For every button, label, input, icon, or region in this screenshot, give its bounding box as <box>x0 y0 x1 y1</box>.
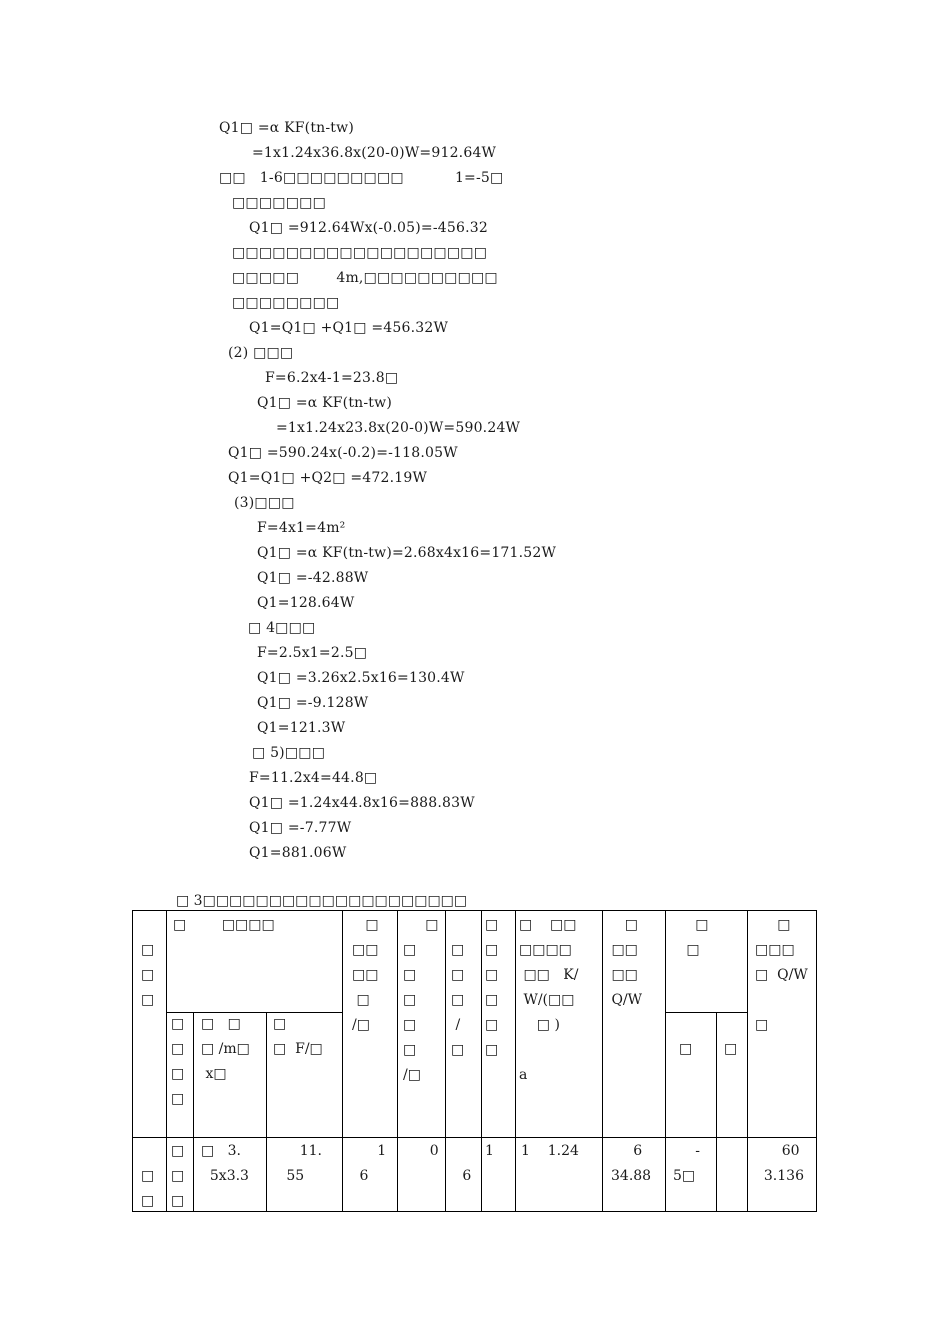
table-divider <box>716 1012 717 1211</box>
table-cell: 1 6 <box>359 1143 387 1184</box>
text-line: Q1□ =α KF(tn-tw) <box>219 120 354 136</box>
table-divider <box>665 911 666 1211</box>
table-cell: 60 3.136 <box>763 1143 804 1184</box>
header-cell: □ □□ □□ □ /□ <box>352 917 379 1033</box>
header-cell: □ □ □ □ <box>171 1016 185 1107</box>
header-cell: □ <box>724 1041 738 1057</box>
text-line: □□□□□□□□ <box>232 295 340 311</box>
table-divider <box>515 911 516 1211</box>
header-cell: □ □ □ □ □ □ /□ <box>403 917 439 1083</box>
table-divider <box>481 911 482 1211</box>
table-divider <box>747 911 748 1211</box>
table-divider <box>397 911 398 1211</box>
text-line: Q1□ =912.64Wx(-0.05)=-456.32 <box>249 220 488 236</box>
text-line: F=11.2x4=44.8□ <box>249 770 378 786</box>
text-line: Q1□ =-42.88W <box>257 570 369 586</box>
heat-load-table <box>132 910 817 1212</box>
table-divider <box>133 1137 816 1138</box>
text-line: □□□□□□□□□□□□□□□□□□□ <box>232 245 488 261</box>
table-divider <box>166 911 167 1211</box>
text-line: Q1□ =1.24x44.8x16=888.83W <box>249 795 475 811</box>
text-line: F=4x1=4m² <box>257 520 346 536</box>
header-cell: □ □□□ □ Q/W □ <box>755 917 808 1033</box>
text-line: Q1=121.3W <box>257 720 346 736</box>
text-line: (2) □□□ <box>228 345 294 361</box>
table-cell: □ □ □ <box>171 1143 185 1209</box>
text-line: □□ 1-6□□□□□□□□□ 1=-5□ <box>219 170 504 186</box>
text-line: F=6.2x4-1=23.8□ <box>265 370 399 386</box>
table-caption: □ 3□□□□□□□□□□□□□□□□□□□□ <box>176 893 468 909</box>
header-cell: □ □ <box>686 917 709 958</box>
table-cell: □ □ <box>141 1168 155 1209</box>
header-cell: □ □ F/□ <box>273 1016 323 1057</box>
table-cell: 1 1.24 <box>521 1143 579 1159</box>
table-cell: 1 <box>485 1143 494 1159</box>
header-cell: □ □□ □□□□ □□ K/ W/(□□ □ ) a <box>519 917 579 1083</box>
text-line: □ 5)□□□ <box>252 745 326 761</box>
text-line: Q1=128.64W <box>257 595 355 611</box>
text-line: Q1□ =3.26x2.5x16=130.4W <box>257 670 465 686</box>
table-divider <box>193 1012 194 1211</box>
header-cell: □ □ □ / □ <box>451 942 465 1058</box>
table-divider <box>342 911 343 1211</box>
table-divider <box>445 911 446 1211</box>
text-line: Q1=Q1□ +Q1□ =456.32W <box>249 320 449 336</box>
table-cell: - 5□ <box>673 1143 700 1184</box>
header-cell: □ □ □ □ □ □ <box>485 917 499 1058</box>
table-divider <box>266 1012 267 1211</box>
header-cell: □ □ □ <box>141 942 155 1008</box>
text-line: Q1□ =α KF(tn-tw)=2.68x4x16=171.52W <box>257 545 557 561</box>
text-line: Q1□ =α KF(tn-tw) <box>257 395 392 411</box>
table-cell: 0 <box>403 1143 439 1159</box>
text-line: □□□□□ 4m,□□□□□□□□□□ <box>232 270 498 286</box>
text-line: F=2.5x1=2.5□ <box>257 645 368 661</box>
text-line: =1x1.24x23.8x(20-0)W=590.24W <box>276 420 521 436</box>
text-line: Q1□ =-9.128W <box>257 695 369 711</box>
text-line: □□□□□□□ <box>232 195 326 211</box>
table-cell: 11. 55 <box>286 1143 322 1184</box>
text-line: Q1=Q1□ +Q2□ =472.19W <box>228 470 428 486</box>
table-cell: □ 3. 5x3.3 <box>201 1143 249 1184</box>
table-divider <box>602 911 603 1211</box>
text-line: (3)□□□ <box>234 495 295 511</box>
header-cell: □ □ □ /m□ x□ <box>201 1016 250 1082</box>
text-line: Q1□ =590.24x(-0.2)=-118.05W <box>228 445 458 461</box>
header-cell: □ <box>679 1041 693 1057</box>
text-line: Q1□ =-7.77W <box>249 820 352 836</box>
text-line: =1x1.24x36.8x(20-0)W=912.64W <box>252 145 497 161</box>
table-cell: 6 34.88 <box>611 1143 652 1184</box>
text-line: □ 4□□□ <box>248 620 316 636</box>
header-cell: □ □□ □□ Q/W <box>611 917 643 1008</box>
text-line: Q1=881.06W <box>249 845 347 861</box>
table-cell: 6 <box>462 1168 472 1184</box>
header-cell: □ □□□□ <box>173 917 275 933</box>
table-divider <box>665 1012 747 1013</box>
